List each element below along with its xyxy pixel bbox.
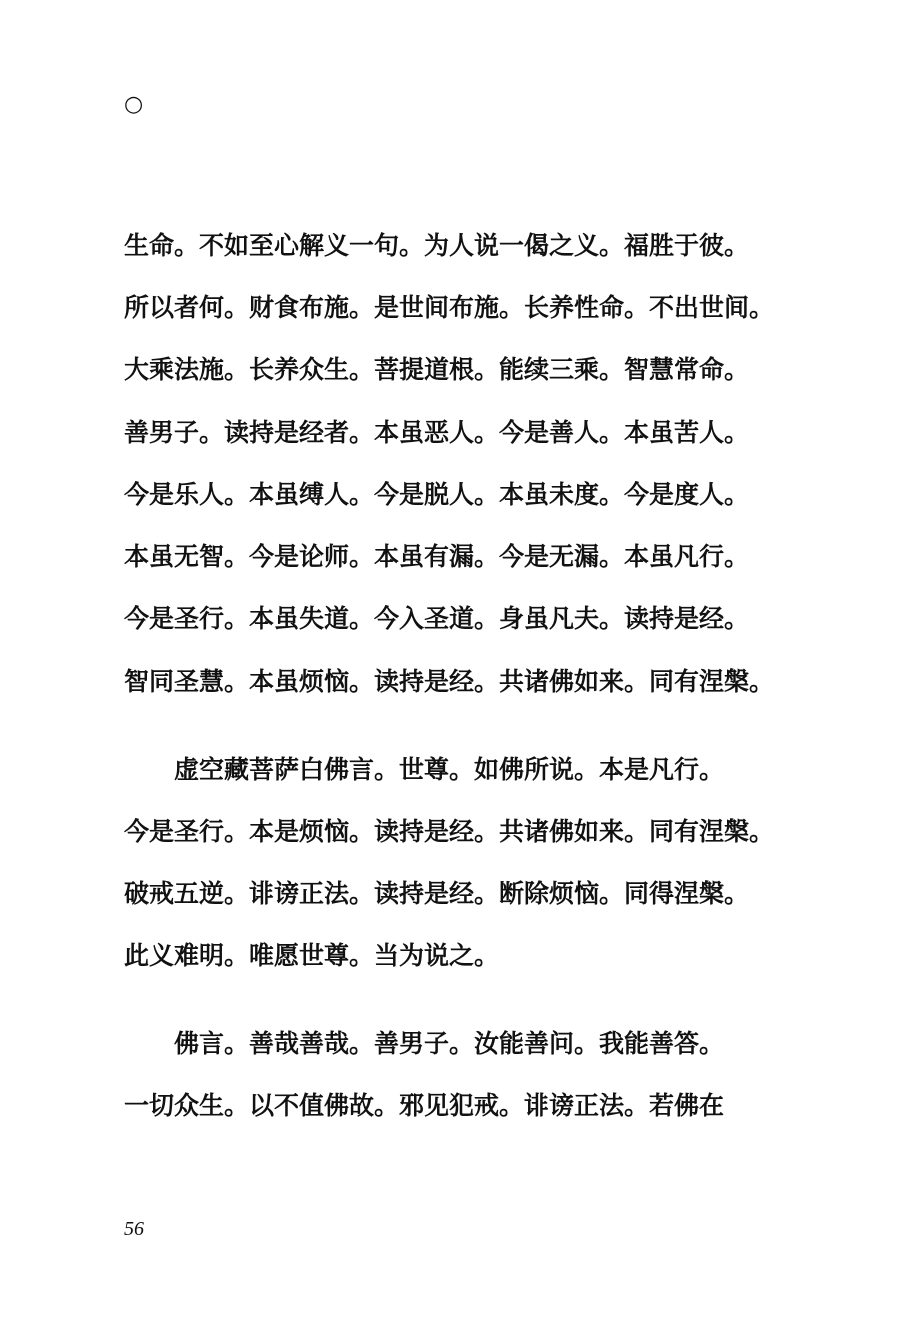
top-circle-mark: ○ [124, 92, 144, 117]
text-line: 一切众生。以不值佛故。邪见犯戒。诽谤正法。若佛在 [124, 1091, 725, 1120]
text-line: 今是乐人。本虽缚人。今是脱人。本虽未度。今是度人。 [124, 480, 750, 509]
text-line: 智同圣慧。本虽烦恼。读持是经。共诸佛如来。同有涅槃。 [124, 667, 775, 696]
text-line: 破戒五逆。诽谤正法。读持是经。断除烦恼。同得涅槃。 [124, 879, 750, 908]
text-line: 今是圣行。本是烦恼。读持是经。共诸佛如来。同有涅槃。 [124, 817, 775, 846]
text-line: 本虽无智。今是论师。本虽有漏。今是无漏。本虽凡行。 [124, 542, 750, 571]
text-line: 所以者何。财食布施。是世间布施。长养性命。不出世间。 [124, 293, 775, 322]
paragraph-first-line: 虚空藏菩萨白佛言。世尊。如佛所说。本是凡行。 [174, 755, 725, 784]
text-line: 此义难明。唯愿世尊。当为说之。 [124, 941, 500, 970]
text-line: 生命。不如至心解义一句。为人说一偈之义。福胜于彼。 [124, 231, 750, 260]
page-number: 56 [124, 1218, 144, 1240]
text-line: 今是圣行。本虽失道。今入圣道。身虽凡夫。读持是经。 [124, 604, 750, 633]
text-line: 大乘法施。长养众生。菩提道根。能续三乘。智慧常命。 [124, 355, 750, 384]
text-line: 善男子。读持是经者。本虽恶人。今是善人。本虽苦人。 [124, 418, 750, 447]
paragraph-first-line: 佛言。善哉善哉。善男子。汝能善问。我能善答。 [174, 1029, 725, 1058]
